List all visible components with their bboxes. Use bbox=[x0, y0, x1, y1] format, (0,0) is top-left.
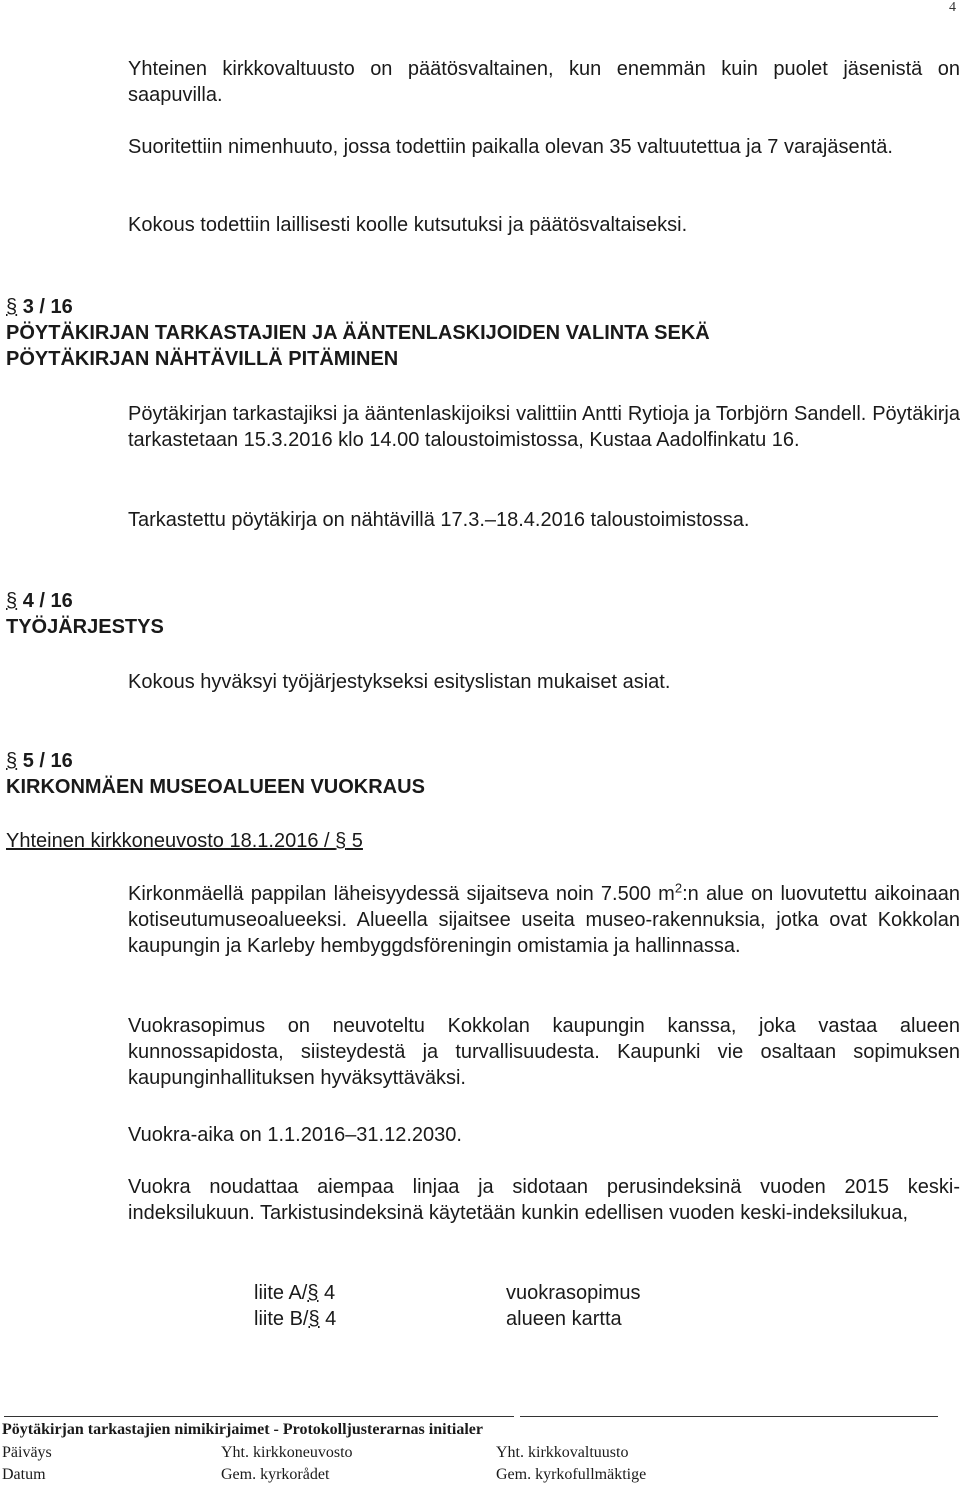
section4-number-text: 4 / 16 bbox=[22, 590, 73, 612]
section5-number bbox=[6, 748, 73, 774]
section3-number bbox=[6, 294, 73, 320]
footer-date-sv: Datum bbox=[2, 1466, 46, 1483]
attachment-b-symbol: § bbox=[308, 1308, 320, 1330]
section4-number bbox=[6, 588, 73, 614]
area-text-start: Kirkonmäellä pappilan läheisyydessä sijaitseva noin 7.500 m bbox=[128, 883, 675, 905]
footer-signature-line-right bbox=[520, 1416, 938, 1417]
section5-number-text: 5 / 16 bbox=[22, 750, 73, 772]
attachment-label-b bbox=[254, 1306, 336, 1332]
attachment-a-number: 4 bbox=[318, 1282, 336, 1304]
footer-date-fi: Päiväys bbox=[2, 1444, 52, 1461]
attachment-description-b: alueen kartta bbox=[506, 1308, 622, 1330]
attachment-a-prefix: liite A/ bbox=[254, 1282, 308, 1304]
section4-title: TYÖJÄRJESTYS bbox=[6, 616, 164, 638]
attachment-b-number: 4 bbox=[319, 1308, 337, 1330]
section3-number-text: 3 / 16 bbox=[22, 296, 73, 318]
reference-section-symbol: § bbox=[335, 830, 347, 852]
reference-number: 5 bbox=[346, 830, 363, 852]
footer-council-fi: Yht. kirkkoneuvosto bbox=[221, 1444, 353, 1461]
section5-title: KIRKONMÄEN MUSEOALUEEN VUOKRAUS bbox=[6, 776, 425, 798]
section-symbol: § bbox=[6, 590, 18, 612]
section5-paragraph-area bbox=[128, 881, 960, 959]
footer-title: Pöytäkirjan tarkastajien nimikirjaimet - Protokolljusterarnas initialer bbox=[2, 1421, 483, 1438]
section-symbol: § bbox=[6, 296, 18, 318]
intro-paragraph-roll-call: Suoritettiin nimenhuuto, jossa todettiin paikalla olevan 35 valtuutettua ja 7 varajäsentä. bbox=[128, 136, 893, 158]
section3-title-line2: PÖYTÄKIRJAN NÄHTÄVILLÄ PITÄMINEN bbox=[6, 348, 399, 370]
intro-paragraph-quorum: Yhteinen kirkkovaltuusto on päätösvaltainen, kun enemmän kuin puolet jäsenistä on saapuvilla. bbox=[128, 58, 960, 106]
footer-assembly-sv: Gem. kyrkofullmäktige bbox=[496, 1466, 647, 1483]
area-superscript: 2 bbox=[674, 880, 683, 896]
page-number: 4 bbox=[949, 0, 956, 15]
area-text-end: :n alue on luovutettu aikoinaan kotiseutumuseoalueeksi. Alueella sijaitsee useita museo-rakennuksia, jotka ovat Kokkolan kaupungin ja Karleby hembyggdsföreningin omistamia ja hallinnassa. bbox=[128, 883, 960, 957]
section3-paragraph-availability: Tarkastettu pöytäkirja on nähtävillä 17.3.–18.4.2016 taloustoimistossa. bbox=[128, 509, 750, 531]
intro-paragraph-legal: Kokous todettiin laillisesti koolle kutsutuksi ja päätösvaltaiseksi. bbox=[128, 214, 688, 236]
footer-signature-line bbox=[4, 1416, 514, 1417]
footer-council-sv: Gem. kyrkorådet bbox=[221, 1466, 330, 1483]
section5-paragraph-agreement: Vuokrasopimus on neuvoteltu Kokkolan kaupungin kanssa, joka vastaa alueen kunnossapidosta, siisteydestä ja turvallisuudesta. Kaupunki vie osaltaan sopimuksen kaupunginhallituksen hyväksyttäväksi. bbox=[128, 1015, 960, 1089]
section5-reference bbox=[6, 828, 363, 854]
attachment-b-prefix: liite B/ bbox=[254, 1308, 309, 1330]
attachment-description-a: vuokrasopimus bbox=[506, 1282, 641, 1304]
section3-title-line1: PÖYTÄKIRJAN TARKASTAJIEN JA ÄÄNTENLASKIJOIDEN VALINTA SEKÄ bbox=[6, 322, 710, 344]
attachment-label-a bbox=[254, 1280, 335, 1306]
reference-text: Yhteinen kirkkoneuvosto 18.1.2016 / bbox=[6, 830, 336, 852]
section3-paragraph-inspectors: Pöytäkirjan tarkastajiksi ja ääntenlaskijoiksi valittiin Antti Rytioja ja Torbjörn Sandell. Pöytäkirja tarkastetaan 15.3.2016 klo 14.00 taloustoimistossa, Kustaa Aadolfinkatu 16. bbox=[128, 403, 960, 451]
attachment-a-symbol: § bbox=[307, 1282, 319, 1304]
section5-paragraph-index: Vuokra noudattaa aiempaa linjaa ja sidotaan perusindeksinä vuoden 2015 keski-indeksilukuun. Tarkistusindeksinä käytetään kunkin edellisen vuoden keski-indeksilukua, bbox=[128, 1176, 960, 1224]
section4-paragraph: Kokous hyväksyi työjärjestykseksi esityslistan mukaiset asiat. bbox=[128, 671, 671, 693]
footer-assembly-fi: Yht. kirkkovaltuusto bbox=[496, 1444, 629, 1461]
section5-paragraph-period: Vuokra-aika on 1.1.2016–31.12.2030. bbox=[128, 1124, 462, 1146]
section-symbol: § bbox=[6, 750, 18, 772]
